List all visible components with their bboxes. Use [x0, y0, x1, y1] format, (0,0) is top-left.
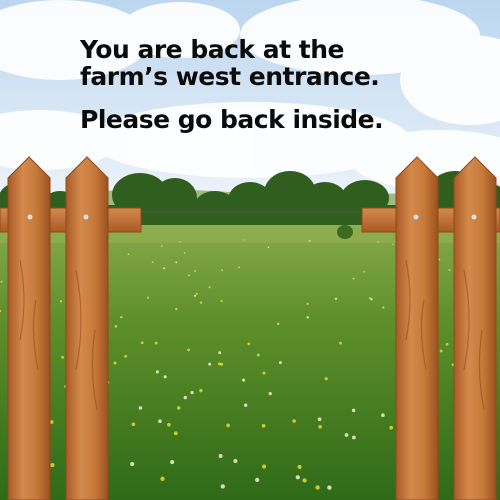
- buttercup: [120, 316, 122, 318]
- buttercup: [200, 302, 202, 304]
- buttercup: [309, 240, 311, 242]
- buttercup: [339, 342, 342, 345]
- buttercup: [352, 436, 356, 440]
- buttercup: [389, 426, 393, 430]
- buttercup: [199, 389, 202, 392]
- buttercup: [194, 295, 196, 297]
- fence-nail: [28, 215, 33, 220]
- buttercup: [268, 246, 270, 248]
- buttercup: [345, 433, 349, 437]
- fence-nail: [472, 215, 477, 220]
- buttercup: [128, 253, 130, 255]
- message-line-3: Please go back inside.: [80, 105, 384, 134]
- buttercup: [226, 424, 230, 428]
- buttercup: [184, 252, 186, 254]
- buttercup: [175, 261, 177, 263]
- buttercup: [221, 484, 225, 488]
- buttercup: [174, 431, 178, 435]
- buttercup: [218, 351, 221, 354]
- buttercup: [130, 462, 134, 466]
- buttercup: [163, 267, 165, 269]
- buttercup: [318, 417, 322, 421]
- buttercup: [315, 485, 319, 489]
- buttercup: [233, 459, 237, 463]
- buttercup: [257, 354, 260, 357]
- buttercup: [132, 422, 136, 426]
- buttercup: [449, 269, 451, 271]
- buttercup: [352, 278, 354, 280]
- buttercup: [147, 296, 149, 298]
- bush: [337, 225, 353, 239]
- buttercup: [296, 475, 300, 479]
- buttercup: [262, 464, 266, 468]
- buttercup: [369, 297, 371, 299]
- buttercup: [187, 348, 190, 351]
- buttercup: [209, 286, 211, 288]
- buttercup: [194, 270, 196, 272]
- buttercup: [262, 424, 266, 428]
- buttercup: [170, 460, 174, 464]
- buttercup: [446, 343, 449, 346]
- buttercup: [325, 377, 328, 380]
- fence-post-icon: [396, 157, 438, 500]
- buttercup: [152, 261, 154, 263]
- buttercup: [247, 343, 250, 346]
- fence-nail: [84, 215, 89, 220]
- buttercup: [179, 241, 181, 243]
- buttercup: [292, 419, 296, 423]
- buttercup: [238, 266, 240, 268]
- message-line-1: You are back at the: [80, 35, 344, 64]
- fence-post-icon: [66, 157, 108, 500]
- buttercup: [60, 300, 62, 302]
- scene-message: [0, 36, 500, 133]
- buttercup: [352, 409, 356, 413]
- buttercup: [363, 271, 365, 273]
- buttercup: [196, 293, 198, 295]
- fence-post-icon: [8, 157, 50, 500]
- buttercup: [440, 350, 443, 353]
- buttercup: [244, 403, 247, 406]
- buttercup: [318, 425, 322, 429]
- buttercup: [175, 308, 177, 310]
- buttercup: [167, 423, 171, 427]
- buttercup: [381, 413, 385, 417]
- buttercup: [220, 300, 222, 302]
- buttercup: [160, 477, 164, 481]
- buttercup: [220, 363, 223, 366]
- buttercup: [184, 396, 187, 399]
- buttercup: [161, 245, 163, 247]
- buttercup: [302, 478, 306, 482]
- buttercup: [50, 463, 54, 467]
- buttercup: [156, 370, 159, 373]
- buttercup: [208, 363, 211, 366]
- buttercup: [188, 274, 190, 276]
- buttercup: [177, 406, 180, 409]
- buttercup: [124, 355, 127, 358]
- buttercup: [190, 391, 193, 394]
- buttercup: [269, 392, 272, 395]
- buttercup: [392, 243, 394, 245]
- buttercup: [255, 478, 259, 482]
- buttercup: [0, 281, 2, 283]
- buttercup: [139, 406, 142, 409]
- buttercup: [114, 362, 117, 365]
- buttercup: [377, 241, 379, 243]
- buttercup: [243, 239, 245, 241]
- buttercup: [262, 372, 265, 375]
- buttercup: [115, 325, 118, 328]
- buttercup: [335, 298, 337, 300]
- buttercup: [141, 341, 144, 344]
- buttercup: [382, 306, 384, 308]
- buttercup: [158, 419, 162, 423]
- buttercup: [306, 303, 308, 305]
- buttercup: [164, 375, 167, 378]
- buttercup: [279, 361, 282, 364]
- buttercup: [307, 316, 309, 318]
- buttercup: [155, 342, 158, 345]
- buttercup: [242, 379, 245, 382]
- buttercup: [298, 465, 302, 469]
- buttercup: [221, 269, 223, 271]
- fence-post-icon: [454, 157, 496, 500]
- buttercup: [219, 454, 223, 458]
- buttercup: [438, 259, 440, 261]
- fence-nail: [414, 215, 419, 220]
- buttercup: [277, 323, 280, 326]
- buttercup: [327, 485, 331, 489]
- buttercup: [61, 356, 64, 359]
- message-line-2: farm’s west entrance.: [80, 62, 380, 91]
